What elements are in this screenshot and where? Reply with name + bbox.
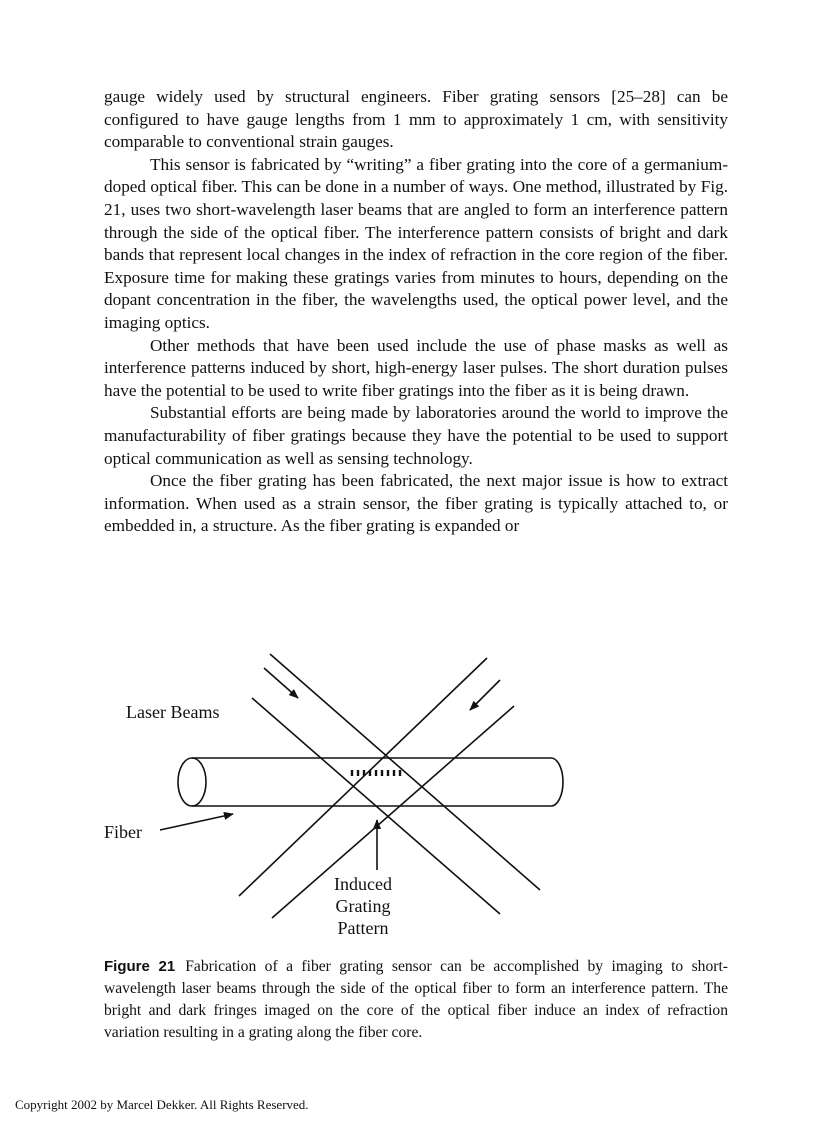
induced-grating-label-line: Induced	[334, 874, 392, 894]
paragraph: Other methods that have been used include the use of phase masks as well as interference patterns induced by short, high-energy laser pulses. The short duration pulses have the potential to be used to write fiber gratings into the fiber as it is being drawn.	[104, 335, 728, 400]
grating-pattern	[352, 770, 400, 776]
induced-grating-label-line: Pattern	[337, 918, 389, 938]
paragraph: Once the fiber grating has been fabricated, the next major issue is how to extract information. When used as a strain sensor, the fiber grating is typically attached to, or embedded in, a structure. As the fiber grating is expanded or	[104, 471, 728, 536]
induced-grating-label	[328, 873, 398, 939]
fiber-label: Fiber	[104, 822, 142, 842]
copyright-footer: Copyright 2002 by Marcel Dekker. All Rights Reserved.	[15, 1097, 309, 1112]
paragraph: This sensor is fabricated by “writing” a fiber grating into the core of a germanium-doped optical fiber. This can be done in a number of ways. One method, illustrated by Fig. 21, uses two short-wavelength laser beams that are angled to form an interference pattern through the side of the optical fiber. The interference pattern consists of bright and dark bands that represent local changes in the index of refraction in the core region of the fiber. Exposure time for making these gratings varies from minutes to hours, depending on the dopant concentration in the fiber, the wavelengths used, the optical power level, and the imaging optics.	[104, 154, 728, 332]
caption-text: Fabrication of a fiber grating sensor can be accomplished by imaging to short-wavelength laser beams through the side of the optical fiber to form an interference pattern. The bright and dark fringes imaged on the core of the optical fiber induce an index of refraction variation resulting in a grating along the fiber core.	[104, 958, 728, 1041]
paragraph: gauge widely used by structural engineers. Fiber grating sensors [25–28] can be configured to have gauge lengths from 1 mm to approximately 1 cm, with sensitivity comparable to conventional strain gauges.	[104, 87, 728, 152]
laser-beam-line	[239, 658, 487, 896]
paragraph: Substantial efforts are being made by laboratories around the world to improve the manufacturability of fiber gratings because they have the potential to be used to support optical communication as well as sensing technology.	[104, 403, 728, 468]
figure-21	[100, 652, 570, 942]
fiber-body	[192, 758, 563, 806]
laser-beams-label: Laser Beams	[126, 702, 220, 722]
beam-arrow-right	[470, 680, 500, 710]
fiber-pointer-arrow	[160, 814, 233, 830]
body-text	[104, 86, 728, 538]
beam-arrow-left	[264, 668, 298, 698]
induced-grating-label-line: Grating	[335, 896, 391, 916]
fiber-end	[178, 758, 206, 806]
figure-number: Figure 21	[104, 958, 176, 975]
figure-caption	[104, 956, 728, 1044]
laser-beam-line	[270, 654, 540, 890]
